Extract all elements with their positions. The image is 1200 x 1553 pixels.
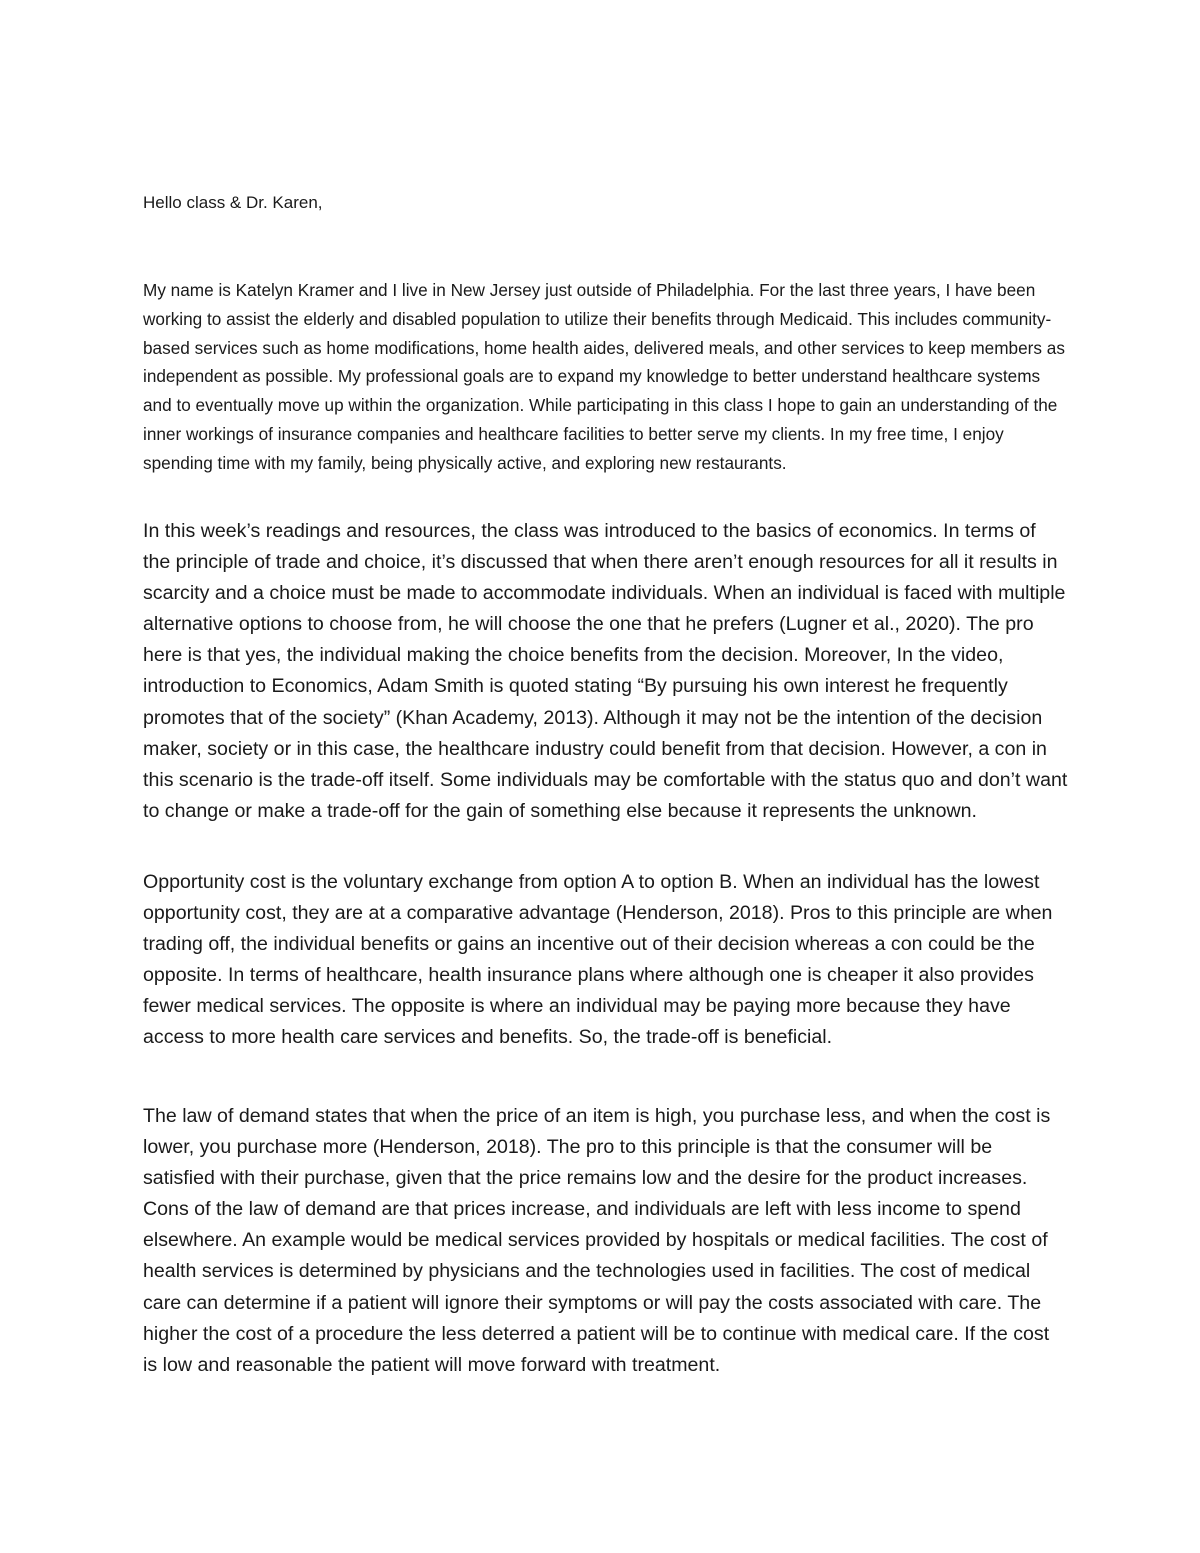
paragraph-opportunity-cost: Opportunity cost is the voluntary exchange from option A to option B. When an individual has the lowest opportunity cost, they are at a comparative advantage (Henderson, 2018). Pros to this principle are when trading off, the individual benefits or gains an incentive out of their decision whereas a con could be the opposite. In terms of healthcare, health insurance plans where although one is cheaper it also provides fewer medical services. The opposite is where an individual may be paying more because they have access to more health care services and benefits. So, the trade-off is beneficial. xyxy=(143,871,1053,1049)
paragraph-introduction: My name is Katelyn Kramer and I live in New Jersey just outside of Philadelphia. For the last three years, I have been working to assist the elderly and disabled population to utilize their benefits through Medicaid. This includes community-based services such as home modifications, home health aides, delivered meals, and other services to keep members as independent as possible. My professional goals are to expand my knowledge to better understand healthcare systems and to eventually move up within the organization. While participating in this class I hope to gain an understanding of the inner workings of insurance companies and healthcare facilities to better serve my clients. In my free time, I enjoy spending time with my family, being physically active, and exploring new restaurants. xyxy=(143,280,1065,473)
paragraph-trade-and-choice: In this week’s readings and resources, the class was introduced to the basics of economics. In terms of the principle of trade and choice, it’s discussed that when there aren’t enough resources for all it results in scarcity and a choice must be made to accommodate individuals. When an individual is faced with multiple alternative options to choose from, he will choose the one that he prefers (Lugner et al., 2020). The pro here is that yes, the individual making the choice benefits from the decision. Moreover, In the video, introduction to Economics, Adam Smith is quoted stating “By pursuing his own interest he frequently promotes that of the society” (Khan Academy, 2013). Although it may not be the intention of the decision maker, society or in this case, the healthcare industry could benefit from that decision. However, a con in this scenario is the trade-off itself. Some individuals may be comfortable with the status quo and don’t want to change or make a trade-off for the gain of something else because it represents the unknown. xyxy=(143,520,1068,822)
greeting: Hello class & Dr. Karen, xyxy=(143,193,323,212)
paragraph-law-of-demand: The law of demand states that when the price of an item is high, you purchase less, and when the cost is lower, you purchase more (Henderson, 2018). The pro to this principle is that the consumer will be satisfied with their purchase, given that the price remains low and the desire for the product increases. Cons of the law of demand are that prices increase, and individuals are left with less income to spend elsewhere. An example would be medical services provided by hospitals or medical facilities. The cost of health services is determined by physicians and the technologies used in facilities. The cost of medical care can determine if a patient will ignore their symptoms or will pay the costs associated with care. The higher the cost of a procedure the less deterred a patient will be to continue with medical care. If the cost is low and reasonable the patient will move forward with treatment. xyxy=(143,1105,1051,1376)
